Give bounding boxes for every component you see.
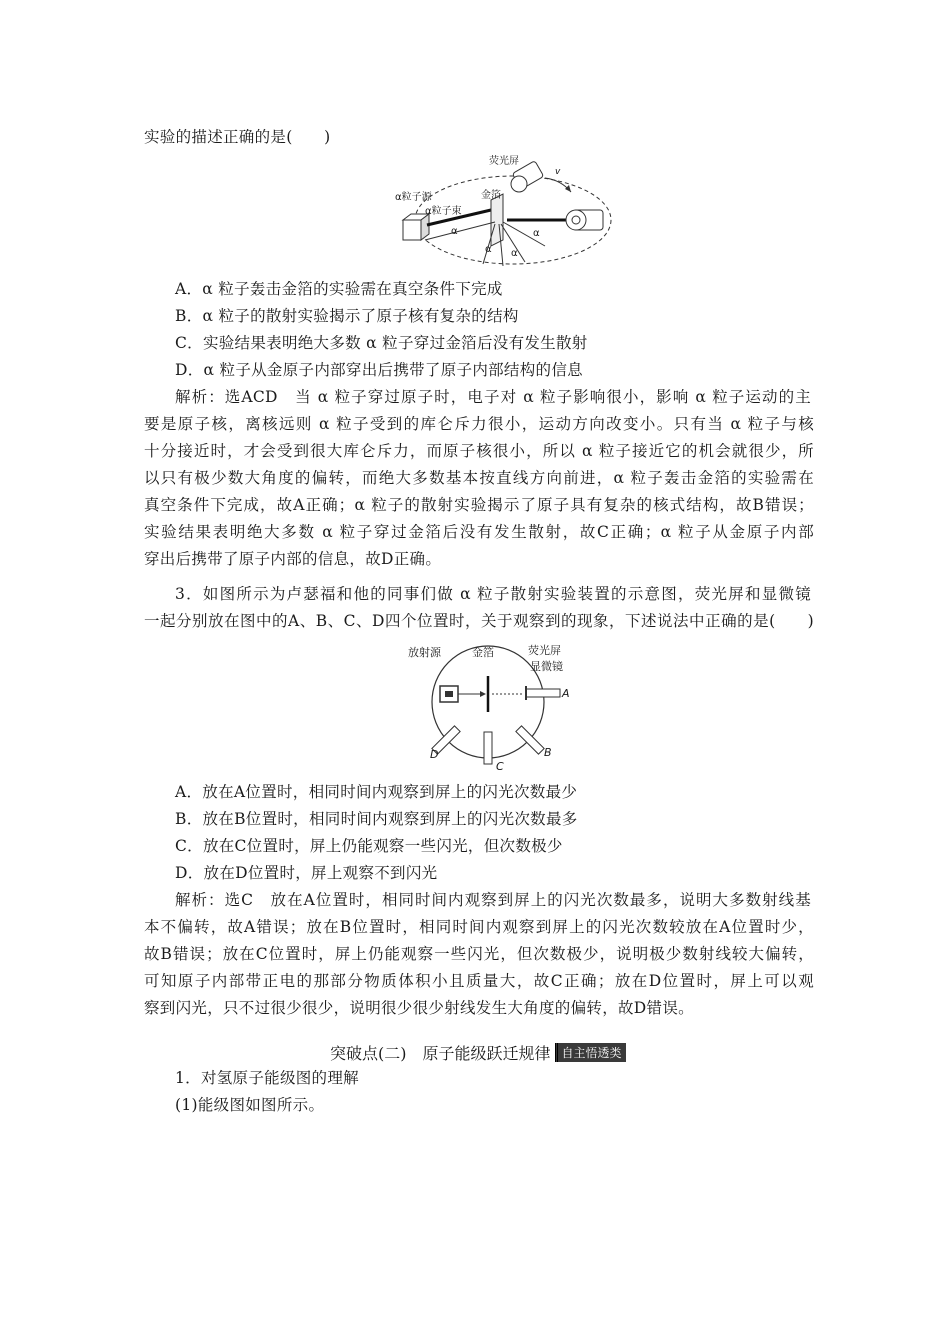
section-title: 突破点(二) 原子能级跃迁规律 [330, 1044, 551, 1063]
label-alpha-3: α [511, 248, 518, 259]
microscope-c [484, 732, 492, 764]
rotation-arrowhead [565, 185, 571, 192]
alpha-source-box [403, 214, 429, 240]
label-alpha-4: α [533, 228, 540, 239]
section-item-1: 1．对氢原子能级图的理解 [175, 1069, 359, 1087]
q2-analysis-line-3: 十分接近时，才会受到很大库仑斥力，而原子核很小，所以 α 粒子接近它的机会就很少，所 [144, 442, 814, 460]
q3-option-c: C．放在C位置时，屏上仍能观察一些闪光，但次数极少 [175, 837, 563, 855]
q2-figure [395, 152, 620, 270]
q3-analysis-line-2: 本不偏转，故A错误；放在B位置时，相同时间内观察到屏上的闪光次数较放在A位置时少， [144, 918, 814, 936]
label-foil-2: 金箔 [472, 646, 494, 659]
q2-analysis-line-7: 穿出后携带了原子内部的信息，故D正确。 [144, 550, 442, 568]
label-foil: 金箔 [481, 190, 501, 201]
label-b: B [544, 746, 552, 759]
q3-option-b: B．放在B位置时，相同时间内观察到屏上的闪光次数最多 [175, 810, 578, 828]
q3-stem-line-1: 3．如图所示为卢瑟福和他的同事们做 α 粒子散射实验装置的示意图，荧光屏和显微镜 [175, 585, 811, 603]
q2-analysis-line-4: 以只有极少数大角度的偏转，而绝大多数基本按直线方向前进，α 粒子轰击金箔的实验需在 [144, 469, 814, 487]
microscope-a [526, 689, 560, 697]
label-screen: 荧光屏 [489, 156, 519, 167]
label-beam: α粒子束 [425, 206, 462, 217]
rutherford-apparatus-diagram [408, 640, 588, 772]
label-a: A [562, 687, 570, 700]
q3-analysis-line-4: 可知原子内部带正电的那部分物质体积小且质量大，故C正确；放在D位置时，屏上可以观 [144, 972, 814, 990]
q2-analysis-line-1: 解析：选ACD 当 α 粒子穿过原子时，电子对 α 粒子影响很小，影响 α 粒子运动的主 [175, 388, 811, 406]
microscope-b [516, 726, 544, 754]
alpha-apparatus-diagram [395, 152, 620, 270]
label-screen-2: 荧光屏 [528, 644, 561, 657]
beam-arrowhead [480, 691, 486, 697]
q3-figure [408, 640, 588, 772]
section-item-1-1: (1)能级图如图所示。 [175, 1096, 325, 1114]
q2-option-d: D．α 粒子从金原子内部穿出后携带了原子内部结构的信息 [175, 361, 583, 379]
label-alpha-2: α [485, 244, 492, 255]
q2-option-a: A．α 粒子轰击金箔的实验需在真空条件下完成 [175, 280, 503, 298]
q3-analysis-line-1: 解析：选C 放在A位置时，相同时间内观察到屏上的闪光次数最多，说明大多数射线基 [175, 891, 811, 909]
label-microscope: 显微镜 [530, 660, 563, 673]
label-velocity: v [555, 167, 561, 177]
section-badge: 自主悟透类 [555, 1043, 626, 1062]
q2-option-b: B．α 粒子的散射实验揭示了原子核有复杂的结构 [175, 307, 519, 325]
q2-analysis-line-5: 真空条件下完成，故A正确；α 粒子的散射实验揭示了原子具有复杂的核式结构，故B错误； [144, 496, 814, 514]
q3-stem-line-2: 一起分别放在图中的A、B、C、D四个位置时，关于观察到的现象，下述说法中正确的是( ) [144, 612, 814, 630]
microscope-right [566, 210, 603, 230]
label-d: D [430, 748, 439, 761]
q3-option-a: A．放在A位置时，相同时间内观察到屏上的闪光次数最少 [175, 783, 578, 801]
q2-analysis-line-6: 实验结果表明绝大多数 α 粒子穿过金箔后没有发生散射，故C正确；α 粒子从金原子内部 [144, 523, 814, 541]
radioactive-source [440, 686, 458, 702]
q2-option-c: C．实验结果表明绝大多数 α 粒子穿过金箔后没有发生散射 [175, 334, 588, 352]
q2-stem-end: 实验的描述正确的是( ) [144, 128, 331, 146]
section-heading [330, 1041, 626, 1064]
q3-option-d: D．放在D位置时，屏上观察不到闪光 [175, 864, 438, 882]
label-radio-source: 放射源 [408, 646, 441, 659]
q2-analysis-line-2: 要是原子核，离核远则 α 粒子受到的库仑斥力很小，运动方向改变小。只有当 α 粒子与核 [144, 415, 814, 433]
label-c: C [496, 760, 504, 772]
label-alpha-1: α [451, 226, 458, 237]
gold-foil [491, 194, 503, 246]
q3-analysis-line-5: 察到闪光，只不过很少很少，说明很少很少射线发生大角度的偏转，故D错误。 [144, 999, 694, 1017]
label-source: α粒子源 [395, 192, 432, 203]
q3-analysis-line-3: 故B错误；放在C位置时，屏上仍能观察一些闪光，但次数极少，说明极少数射线较大偏转， [144, 945, 814, 963]
